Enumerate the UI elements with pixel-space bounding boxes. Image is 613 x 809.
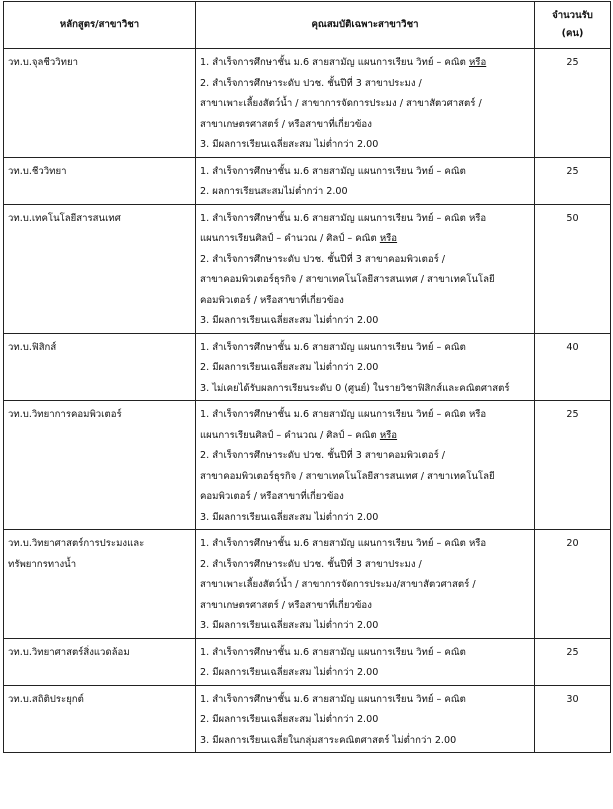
seats-cell: 25 xyxy=(535,638,611,685)
qualification-line xyxy=(200,311,534,332)
qualification-line xyxy=(200,487,534,508)
qualification-text: 3. มีผลการเรียนเฉลี่ยสะสม ไม่ต่ำกว่า 2.00 xyxy=(200,620,379,631)
qualification-or-emphasis: หรือ xyxy=(379,429,398,441)
qualification-cell xyxy=(196,49,535,158)
qualification-cell xyxy=(196,157,535,204)
qualification-text: 2. มีผลการเรียนเฉลี่ยสะสม ไม่ต่ำกว่า 2.00 xyxy=(200,714,379,725)
program-cell xyxy=(4,157,196,204)
qualification-line xyxy=(200,534,534,555)
program-cell xyxy=(4,530,196,639)
qualification-line xyxy=(200,731,534,752)
qualification-text: สาขาเพาะเลี้ยงสัตว์น้ำ / สาขาการจัดการประมง / สาขาสัตวศาสตร์ / xyxy=(200,98,482,109)
qualification-line xyxy=(200,643,534,664)
qualification-cell xyxy=(196,685,535,753)
qualification-line xyxy=(200,616,534,637)
qualification-line xyxy=(200,508,534,529)
qualification-line xyxy=(200,663,534,684)
qualification-text: แผนการเรียนศิลป์ – คำนวณ / ศิลป์ – คณิต xyxy=(200,233,380,244)
program-cell xyxy=(4,638,196,685)
qualification-line xyxy=(200,710,534,731)
qualification-text: 3. มีผลการเรียนเฉลี่ยสะสม ไม่ต่ำกว่า 2.00 xyxy=(200,511,379,523)
qualification-text: 2. มีผลการเรียนเฉลี่ยสะสม ไม่ต่ำกว่า 2.00 xyxy=(200,362,379,373)
qualification-text: 1. สำเร็จการศึกษาชั้น ม.6 สายสามัญ แผนการเรียน วิทย์ – คณิต หรือ xyxy=(200,538,487,549)
qualification-text: สาขาเพาะเลี้ยงสัตว์น้ำ / สาขาการจัดการประมง/สาขาสัตวศาสตร์ / xyxy=(200,579,476,590)
qualification-line xyxy=(200,575,534,596)
qualification-line xyxy=(200,555,534,576)
qualification-text: 1. สำเร็จการศึกษาชั้น ม.6 สายสามัญ แผนการเรียน วิทย์ – คณิต xyxy=(200,57,469,68)
program-name: วท.บ.ฟิสิกส์ xyxy=(8,341,57,353)
qualification-text: 2. สำเร็จการศึกษาระดับ ปวช. ชั้นปีที่ 3 สาขาประมง / xyxy=(200,77,422,89)
program-cell xyxy=(4,49,196,158)
qualification-line xyxy=(200,94,534,115)
qualification-text: 1. สำเร็จการศึกษาชั้น ม.6 สายสามัญ แผนการเรียน วิทย์ – คณิต หรือ xyxy=(200,212,487,224)
qualification-cell xyxy=(196,333,535,401)
program-cell xyxy=(4,333,196,401)
qualification-or-emphasis: หรือ xyxy=(379,233,398,244)
seats-cell: 25 xyxy=(535,157,611,204)
table-row xyxy=(4,638,611,685)
qualification-text: 3. ไม่เคยได้รับผลการเรียนระดับ 0 (ศูนย์) ในรายวิชาฟิสิกส์และคณิตศาสตร์ xyxy=(200,382,510,394)
qualification-line xyxy=(200,467,534,488)
table-row xyxy=(4,685,611,753)
qualification-line xyxy=(200,446,534,467)
program-name: วท.บ.จุลชีววิทยา xyxy=(8,57,79,68)
header-qualification: คุณสมบัติเฉพาะสาขาวิชา xyxy=(196,2,535,49)
qualification-text: 2. สำเร็จการศึกษาระดับ ปวช. ชั้นปีที่ 3 สาขาคอมพิวเตอร์ / xyxy=(200,450,446,461)
qualification-line xyxy=(200,405,534,426)
qualification-text: คอมพิวเตอร์ / หรือสาขาที่เกี่ยวข้อง xyxy=(200,294,344,306)
table-header-row xyxy=(4,2,611,49)
qualification-line xyxy=(200,596,534,617)
program-cell xyxy=(4,204,196,333)
qualification-line xyxy=(200,182,534,203)
table-row xyxy=(4,157,611,204)
qualification-line xyxy=(200,379,534,400)
qualification-text: 3. มีผลการเรียนเฉลี่ยสะสม ไม่ต่ำกว่า 2.00 xyxy=(200,315,379,326)
qualification-text: แผนการเรียนศิลป์ – คำนวณ / ศิลป์ – คณิต xyxy=(200,429,380,441)
header-seats xyxy=(535,2,611,49)
qualification-line xyxy=(200,690,534,711)
program-name: วท.บ.วิทยาศาสตร์สิ่งแวดล้อม xyxy=(8,646,130,658)
qualification-cell xyxy=(196,204,535,333)
program-name-cont: ทรัพยากรทางน้ำ xyxy=(8,558,77,570)
qualification-text: สาขาเกษตรศาสตร์ / หรือสาขาที่เกี่ยวข้อง xyxy=(200,599,372,611)
seats-cell: 30 xyxy=(535,685,611,753)
program-name: วท.บ.วิทยาศาสตร์การประมงและ xyxy=(8,538,145,549)
qualification-line xyxy=(200,426,534,447)
qualification-line xyxy=(200,135,534,156)
qualification-line xyxy=(200,209,534,230)
seats-cell: 25 xyxy=(535,49,611,158)
program-cell xyxy=(4,401,196,530)
qualification-line xyxy=(200,291,534,312)
table-row xyxy=(4,49,611,158)
seats-cell: 40 xyxy=(535,333,611,401)
qualification-text: 2. มีผลการเรียนเฉลี่ยสะสม ไม่ต่ำกว่า 2.00 xyxy=(200,667,379,678)
qualification-line xyxy=(200,229,534,250)
qualification-text: 3. มีผลการเรียนเฉลี่ยในกลุ่มสาระคณิตศาสตร์ ไม่ต่ำกว่า 2.00 xyxy=(200,734,457,746)
program-cell xyxy=(4,685,196,753)
qualification-cell xyxy=(196,401,535,530)
qualification-text: 1. สำเร็จการศึกษาชั้น ม.6 สายสามัญ แผนการเรียน วิทย์ – คณิต xyxy=(200,165,466,177)
qualification-text: 1. สำเร็จการศึกษาชั้น ม.6 สายสามัญ แผนการเรียน วิทย์ – คณิต xyxy=(200,693,466,705)
qualification-line xyxy=(200,358,534,379)
seats-cell: 25 xyxy=(535,401,611,530)
qualification-text: 2. สำเร็จการศึกษาระดับ ปวช. ชั้นปีที่ 3 สาขาประมง / xyxy=(200,558,422,570)
program-name: วท.บ.เทคโนโลยีสารสนเทศ xyxy=(8,212,121,224)
qualification-or-emphasis: หรือ xyxy=(468,57,487,68)
table-row xyxy=(4,204,611,333)
qualification-text: สาขาคอมพิวเตอร์ธุรกิจ / สาขาเทคโนโลยีสารสนเทศ / สาขาเทคโนโลยี xyxy=(200,274,495,285)
qualification-text: 2. สำเร็จการศึกษาระดับ ปวช. ชั้นปีที่ 3 สาขาคอมพิวเตอร์ / xyxy=(200,253,446,265)
qualification-line xyxy=(200,53,534,74)
qualification-line xyxy=(200,162,534,183)
qualification-text: 1. สำเร็จการศึกษาชั้น ม.6 สายสามัญ แผนการเรียน วิทย์ – คณิต หรือ xyxy=(200,409,487,420)
program-name: วท.บ.วิทยาการคอมพิวเตอร์ xyxy=(8,409,122,420)
qualification-line xyxy=(200,74,534,95)
qualification-text: สาขาคอมพิวเตอร์ธุรกิจ / สาขาเทคโนโลยีสารสนเทศ / สาขาเทคโนโลยี xyxy=(200,470,495,482)
qualification-text: สาขาเกษตรศาสตร์ / หรือสาขาที่เกี่ยวข้อง xyxy=(200,118,372,130)
qualification-line xyxy=(200,338,534,359)
qualification-line xyxy=(200,270,534,291)
qualification-text: 2. ผลการเรียนสะสมไม่ต่ำกว่า 2.00 xyxy=(200,186,348,197)
qualification-text: 3. มีผลการเรียนเฉลี่ยสะสม ไม่ต่ำกว่า 2.00 xyxy=(200,139,379,150)
header-program: หลักสูตร/สาขาวิชา xyxy=(4,2,196,49)
qualification-text: 1. สำเร็จการศึกษาชั้น ม.6 สายสามัญ แผนการเรียน วิทย์ – คณิต xyxy=(200,646,466,658)
admission-table xyxy=(3,1,611,753)
qualification-cell xyxy=(196,530,535,639)
seats-cell: 50 xyxy=(535,204,611,333)
table-body xyxy=(4,49,611,753)
qualification-text: คอมพิวเตอร์ / หรือสาขาที่เกี่ยวข้อง xyxy=(200,491,344,502)
qualification-line xyxy=(200,115,534,136)
qualification-line xyxy=(200,250,534,271)
table-row xyxy=(4,530,611,639)
program-name: วท.บ.ชีววิทยา xyxy=(8,165,67,177)
seats-cell: 20 xyxy=(535,530,611,639)
qualification-text: 1. สำเร็จการศึกษาชั้น ม.6 สายสามัญ แผนการเรียน วิทย์ – คณิต xyxy=(200,341,466,353)
header-seats-line1: จำนวนรับ xyxy=(552,10,593,21)
program-name: วท.บ.สถิติประยุกต์ xyxy=(8,693,84,705)
header-seats-line2: (คน) xyxy=(561,28,584,39)
table-row xyxy=(4,333,611,401)
qualification-cell xyxy=(196,638,535,685)
table-row xyxy=(4,401,611,530)
